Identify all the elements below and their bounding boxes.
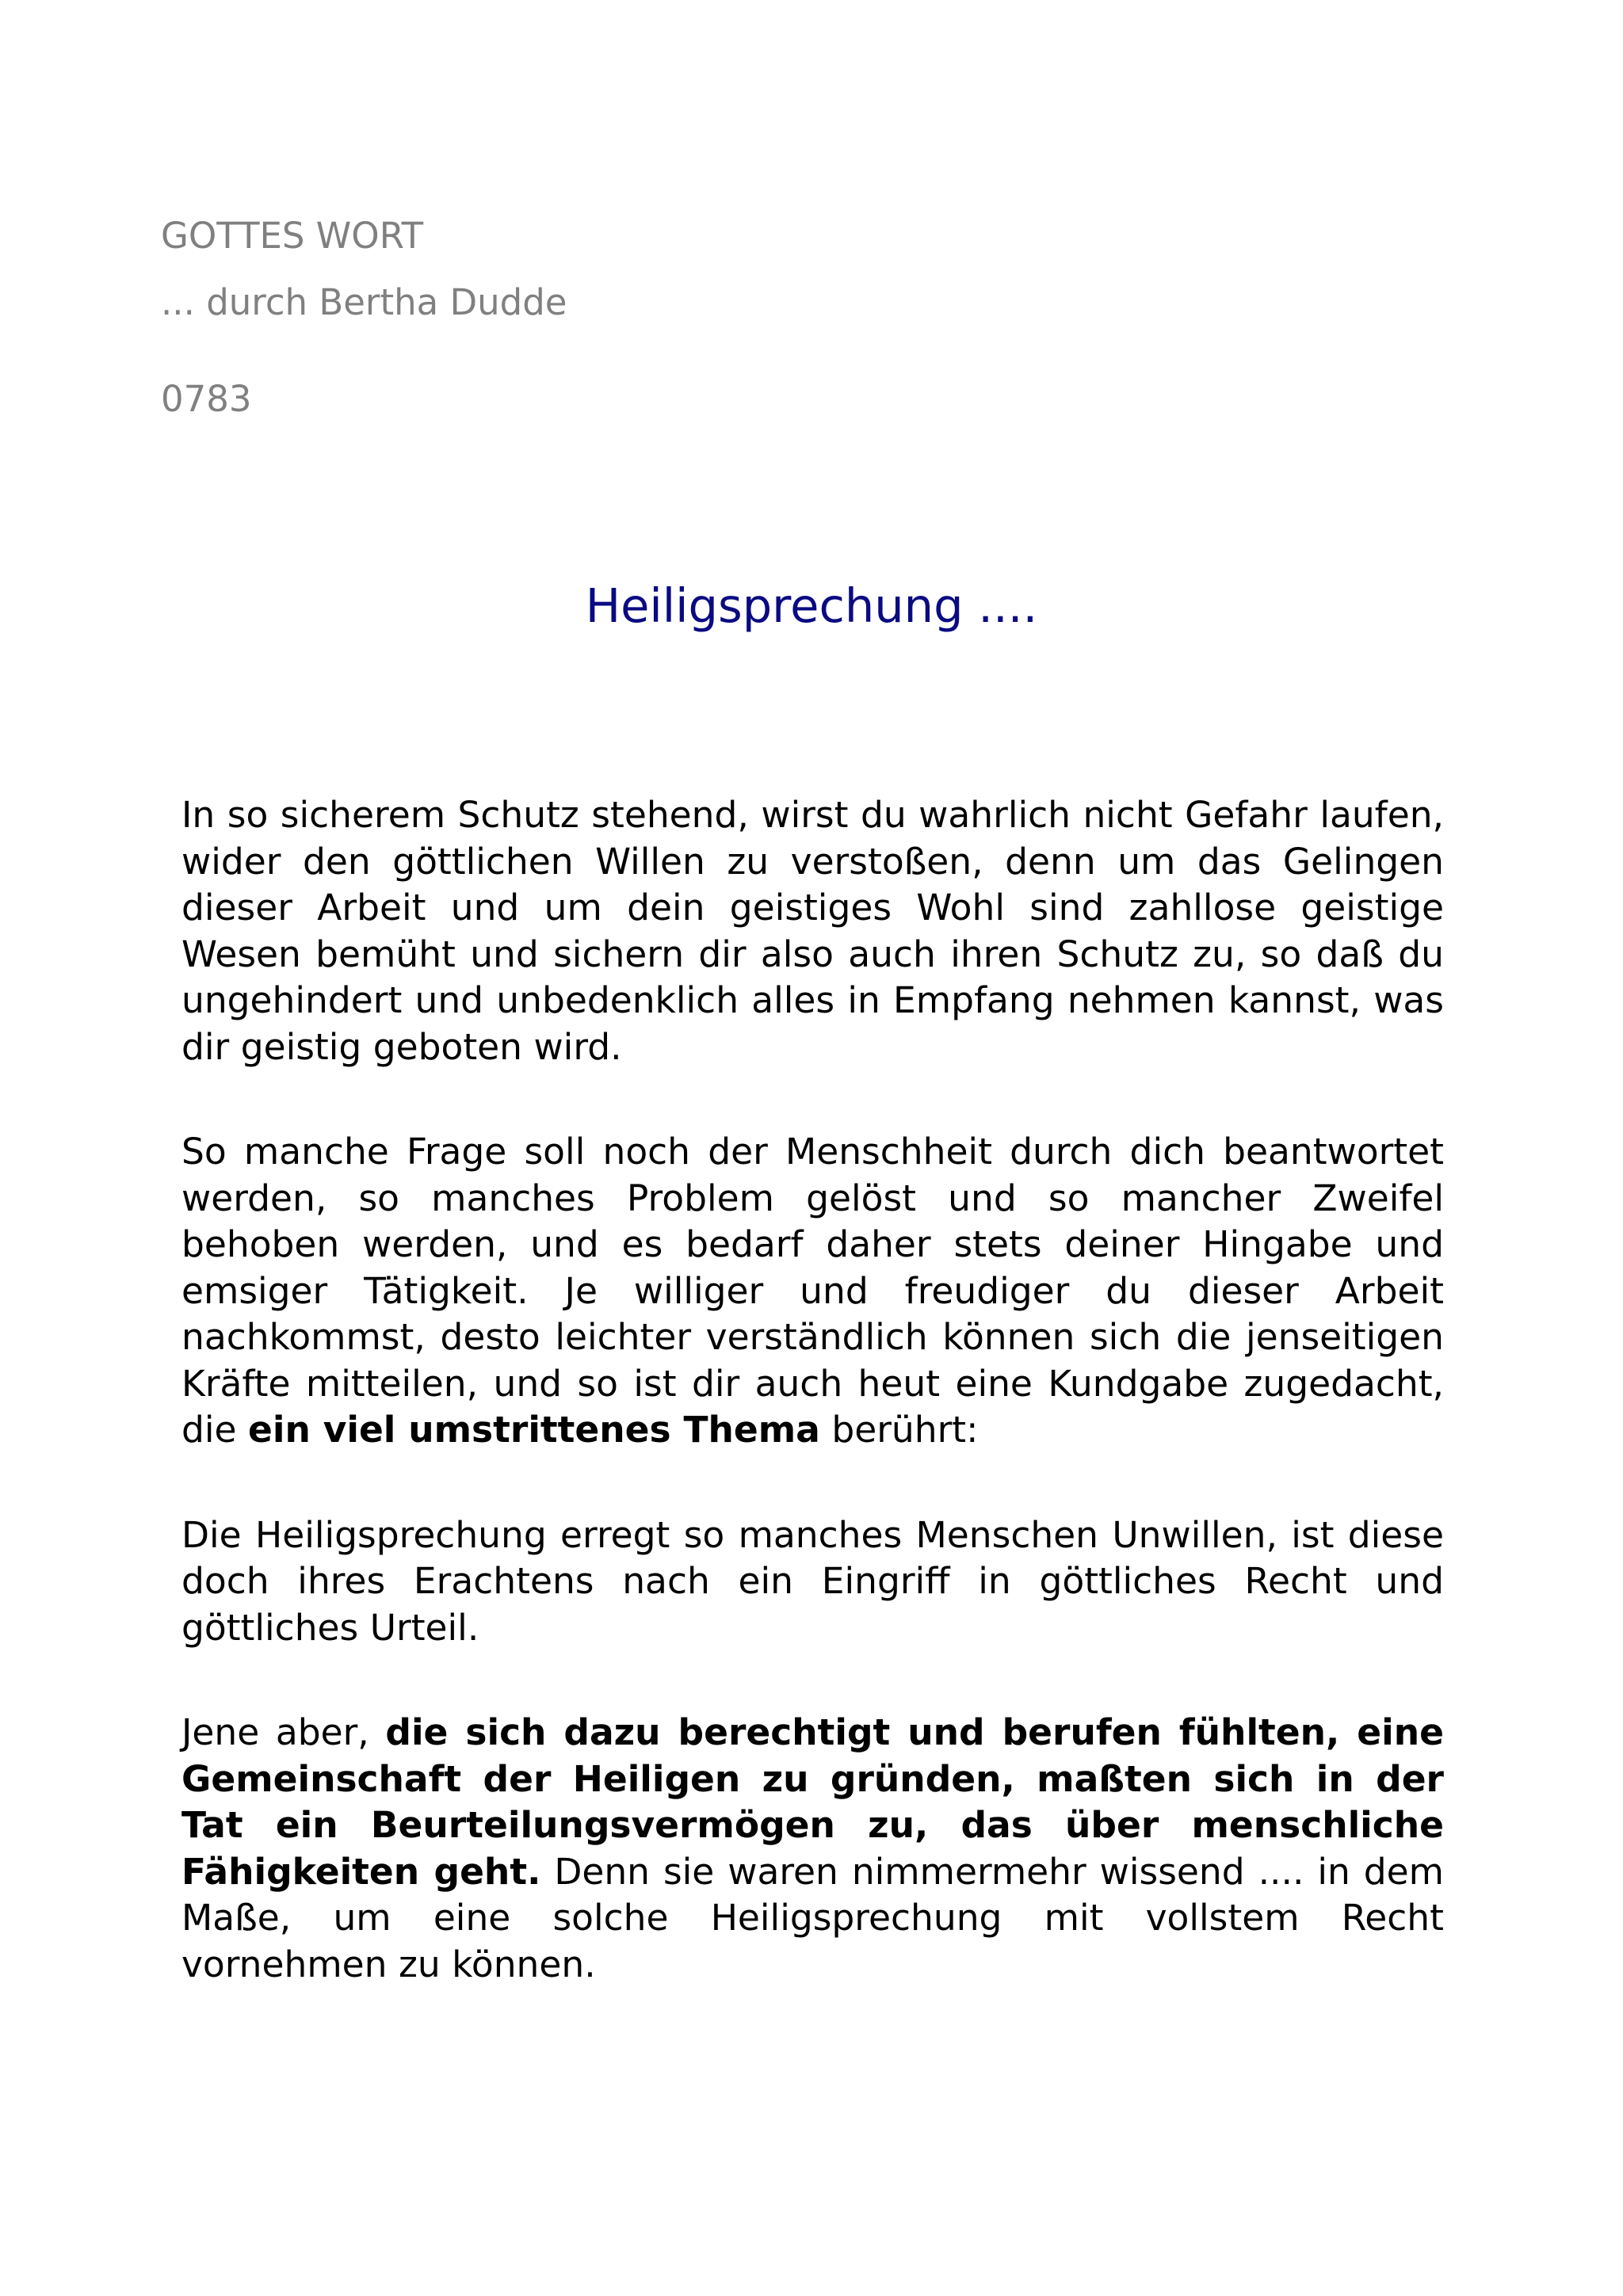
paragraph-2-end: berührt:: [831, 1409, 979, 1451]
paragraph-1: [181, 792, 1444, 1070]
paragraph-1-text: In so sicherem Schutz stehend, wirst du wahrlich nicht Gefahr laufen, wider den göttlichen Willen zu verstoßen, denn um das Gelingen dieser Arbeit und um dein geistiges Wohl sind zahllose geistige Wesen bemüht und sichern dir also auch ihren Schutz zu, so daß du ungehindert und unbedenklich alles in Empfang nehmen kannst, was dir geistig geboten wird.: [181, 794, 1444, 1068]
document-body: [181, 792, 1444, 2046]
paragraph-4-end: Denn sie waren nimmermehr wissend .... in dem Maße, um eine solche Heiligsprechung mit vollstem Recht vornehmen zu können.: [181, 1850, 1444, 1985]
paragraph-4-start: Jene aber,: [181, 1711, 369, 1753]
author-line: ... durch Bertha Dudde: [161, 281, 567, 323]
paragraph-3-text: Die Heiligsprechung erregt so manches Menschen Unwillen, ist diese doch ihres Erachtens nach ein Eingriff in göttliches Recht und göttliches Urteil.: [181, 1513, 1444, 1649]
paragraph-3: [181, 1512, 1444, 1652]
paragraph-4-emphasis: die sich dazu berechtigt und berufen fühlten, eine Gemeinschaft der Heiligen zu gründen, maßten sich in der Tat ein Beurteilungsvermögen zu, das über menschliche Fähigkeiten geht.: [181, 1711, 1445, 1893]
series-title: GOTTES WORT: [161, 215, 424, 257]
document-number: 0783: [161, 378, 252, 420]
page-title: Heiligsprechung ....: [585, 578, 1038, 633]
paragraph-2-emphasis: ein viel umstrittenes Thema: [248, 1409, 820, 1451]
paragraph-2: [181, 1129, 1444, 1454]
paragraph-4: [181, 1710, 1444, 1988]
paragraph-2-text: So manche Frage soll noch der Menschheit durch dich beantwortet werden, so manches Problem gelöst und so mancher Zweifel behoben werden, und es bedarf daher stets deiner Hingabe und emsiger Tätigkeit. Je williger und freudiger du dieser Arbeit nachkommst, desto leichter verständlich können sich die jenseitigen Kräfte mitteilen, und so ist dir auch heut eine Kundgabe zugedacht, die: [181, 1131, 1444, 1451]
